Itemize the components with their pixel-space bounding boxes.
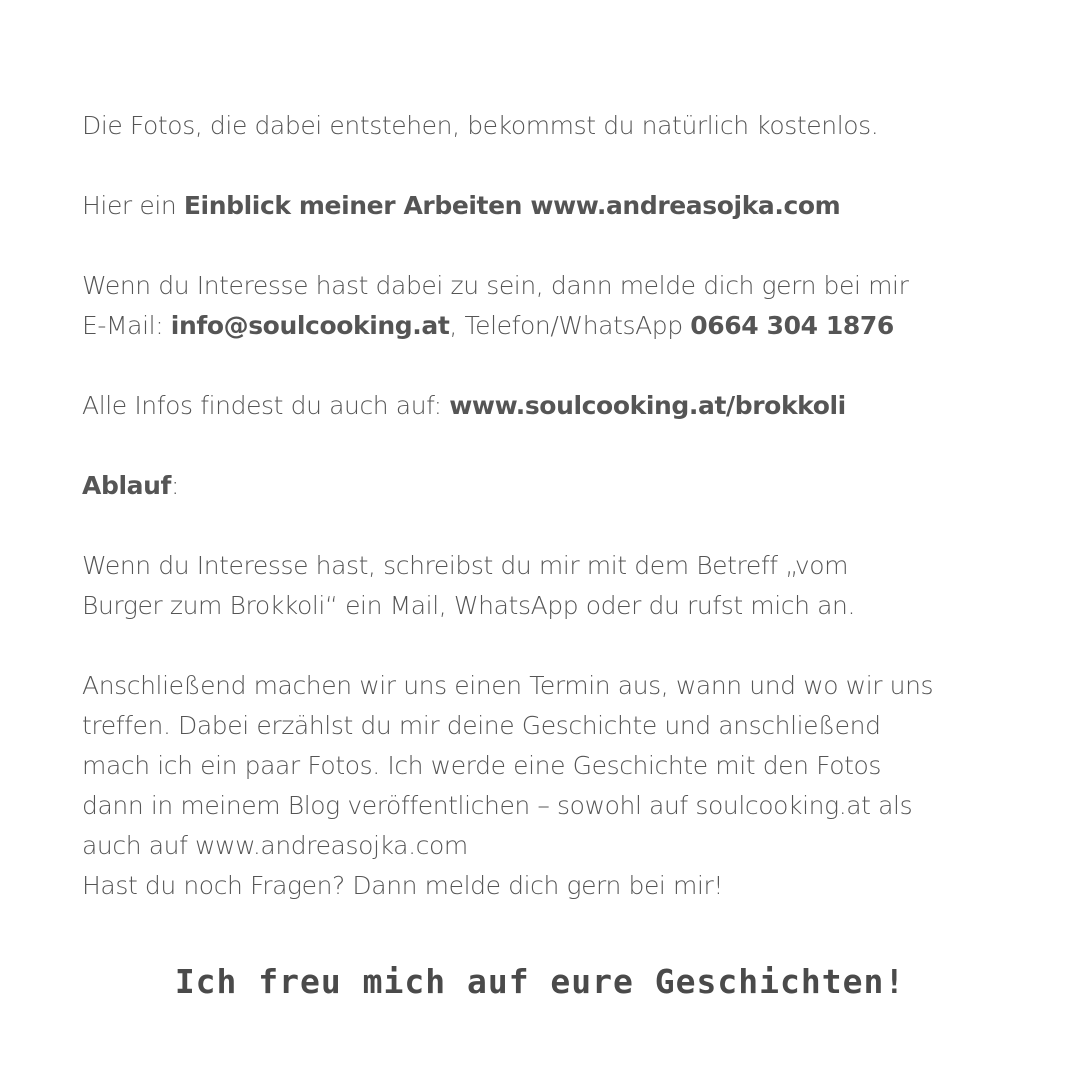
portfolio-line	[82, 186, 1042, 226]
spacer	[82, 146, 1042, 186]
questions-line: Hast du noch Fragen? Dann melde dich gern bei mir!	[82, 871, 724, 900]
info-prefix: Alle Infos findest du auch auf:	[82, 391, 450, 420]
step1-line2: Burger zum Brokkoli“ ein Mail, WhatsApp oder du rufst mich an.	[82, 591, 856, 620]
ablauf-heading: Ablauf	[82, 471, 171, 500]
ablauf-heading-line	[82, 466, 1042, 506]
email-link[interactable]: info@soulcooking.at	[170, 311, 450, 340]
ablauf-colon: :	[170, 471, 179, 500]
spacer	[82, 506, 1042, 546]
info-line	[82, 386, 1042, 426]
portfolio-link[interactable]: Einblick meiner Arbeiten www.andreasojka.com	[183, 191, 841, 220]
closing-headline: Ich freu mich auf eure Geschichten!	[174, 962, 906, 1001]
interest-line: Wenn du Interesse hast dabei zu sein, dann melde dich gern bei mir	[82, 271, 909, 300]
spacer	[82, 426, 1042, 466]
step2-line4: dann in meinem Blog veröffentlichen – sowohl auf soulcooking.at als	[82, 791, 913, 820]
spacer	[82, 346, 1042, 386]
step1-line1: Wenn du Interesse hast, schreibst du mir mit dem Betreff „vom	[82, 551, 849, 580]
step2-line2: treffen. Dabei erzählst du mir deine Geschichte und anschließend	[82, 711, 881, 740]
step2-line3: mach ich ein paar Fotos. Ich werde eine Geschichte mit den Fotos	[82, 751, 882, 780]
step2-line1: Anschließend machen wir uns einen Termin aus, wann und wo wir uns	[82, 671, 934, 700]
step2-line5: auch auf www.andreasojka.com	[82, 831, 468, 860]
spacer	[82, 226, 1042, 266]
info-link[interactable]: www.soulcooking.at/brokkoli	[449, 391, 846, 420]
phone-label: , Telefon/WhatsApp	[449, 311, 691, 340]
spacer	[82, 626, 1042, 666]
document-body	[82, 106, 1042, 906]
contact-line	[82, 306, 1042, 346]
email-label: E-Mail:	[82, 311, 171, 340]
photos-free-text: Die Fotos, die dabei entstehen, bekommst du natürlich kostenlos.	[82, 111, 879, 140]
phone-number[interactable]: 0664 304 1876	[690, 311, 894, 340]
portfolio-prefix: Hier ein	[82, 191, 184, 220]
